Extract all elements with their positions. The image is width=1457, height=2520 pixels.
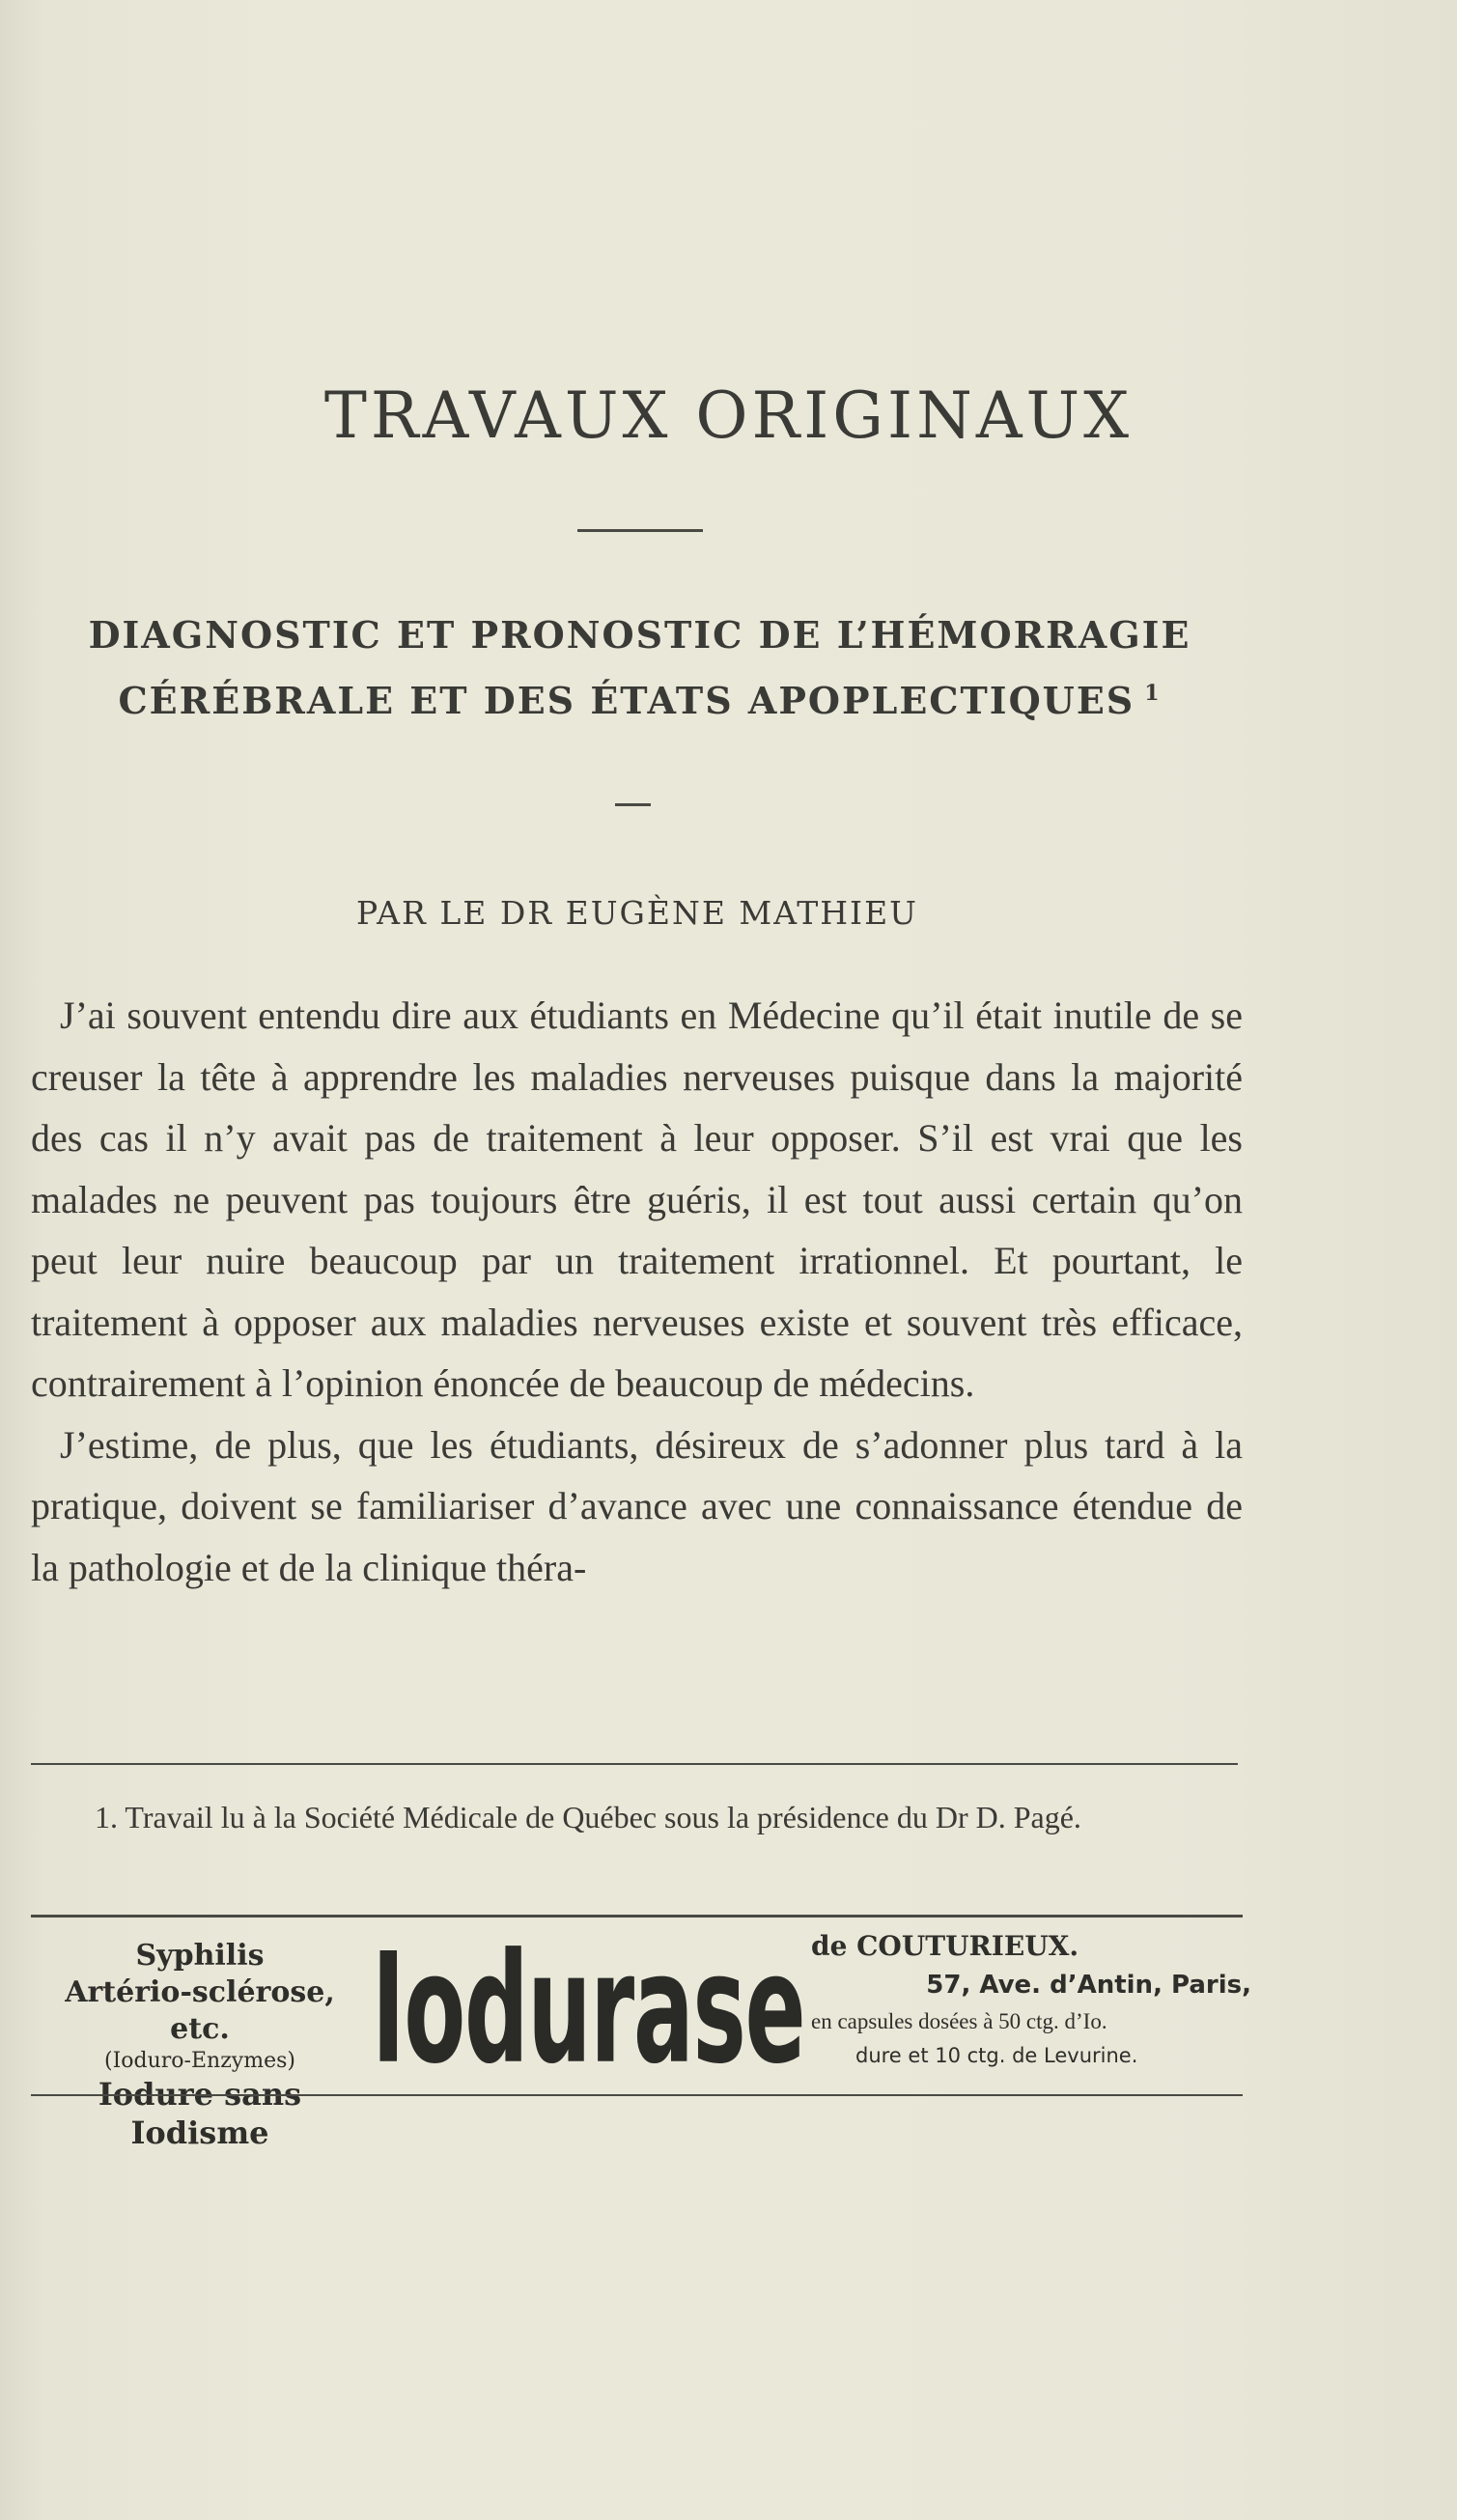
ad-brand-name: Iodurase — [372, 1920, 805, 2098]
ad-left-column — [31, 1938, 369, 2152]
footnote: 1. Travail lu à la Société Médicale de Québec sous la présidence du Dr D. Pagé. — [95, 1800, 1081, 1834]
title-divider — [577, 529, 703, 532]
ad-left-line4: Iodure sans Iodisme — [98, 2076, 302, 2151]
ad-right-line1: de COUTURIEUX. — [811, 1930, 1079, 1962]
article-title — [39, 606, 1241, 730]
ad-right-line2: 57, Ave. d’Antin, Paris, — [926, 1971, 1251, 2000]
ad-bottom-rule — [31, 2094, 1243, 2096]
ad-right-column — [811, 1927, 1255, 2072]
body-paragraph-1: J’ai souvent entendu dire aux étudiants en Médecine qu’il était inutile de se creuser la tête à apprendre les maladies nerveuses puisque dans la majorité des cas il n’y avait pas de traitement à leur opposer. S’il est vrai que les malades ne peuvent pas toujours être guéris, il est tout aussi certain qu’on peut leur nuire beaucoup par un traitement irrationnel. Et pourtant, le traitement à opposer aux maladies nerveuses existe et souvent très efficace, contrairement à l’opinion énoncée de beaucoup de médecins. — [31, 994, 1243, 1405]
ad-left-line3: (Ioduro-Enzymes) — [104, 2049, 295, 2073]
article-title-line1: DIAGNOSTIC ET PRONOSTIC DE L’HÉMORRAGIE — [88, 613, 1191, 657]
short-divider — [615, 803, 651, 806]
footnote-reference: 1 — [1144, 681, 1162, 706]
ad-left-line2: Artério-sclérose, etc. — [65, 1975, 335, 2046]
byline: PAR LE DR EUGÈNE MATHIEU — [356, 894, 918, 932]
ad-top-rule — [31, 1915, 1243, 1918]
article-title-line2: CÉRÉBRALE ET DES ÉTATS APOPLECTIQUES — [118, 679, 1135, 722]
section-title: TRAVAUX ORIGINAUX — [323, 378, 1134, 453]
article-body — [31, 985, 1243, 1598]
ad-left-line1: Syphilis — [135, 1939, 265, 1973]
footnote-divider — [31, 1763, 1238, 1765]
ad-right-line4: dure et 10 ctg. de Levurine. — [855, 2044, 1138, 2067]
body-paragraph-2: J’estime, de plus, que les étudiants, désireux de s’adonner plus tard à la pratique, doivent se familiariser d’avance avec une connaissance étendue de la pathologie et de la clinique théra- — [31, 1422, 1243, 1589]
ad-right-line3: en capsules dosées à 50 ctg. d’Io. — [811, 2009, 1107, 2033]
